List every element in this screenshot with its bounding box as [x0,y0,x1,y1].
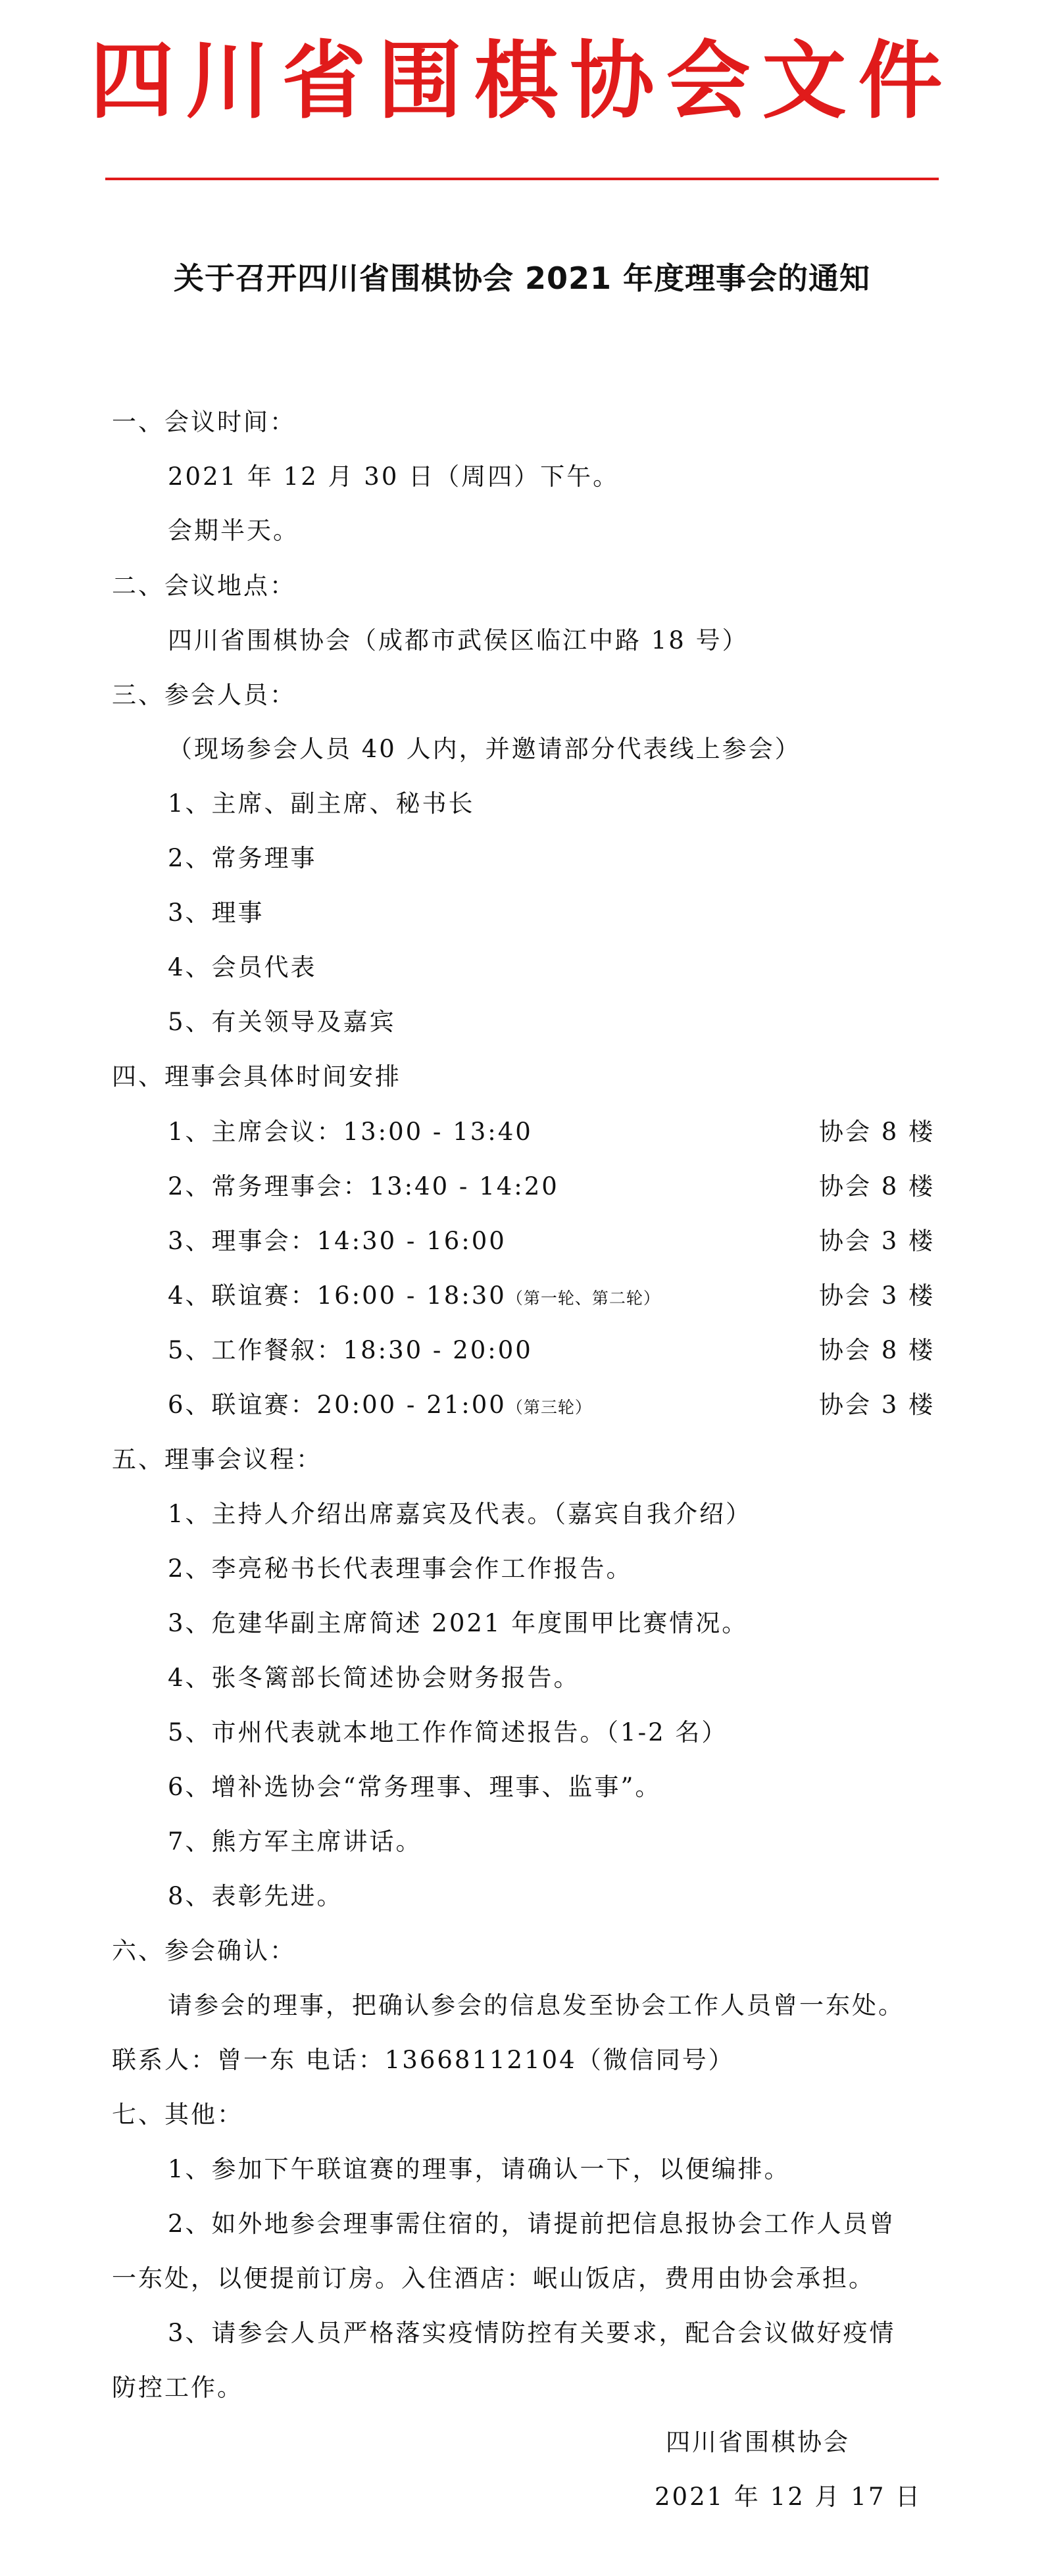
attendee-item: 3、理事 [168,899,264,927]
section-heading-confirmation: 六、参会确认： [112,1937,296,1965]
agenda-item: 3、危建华副主席简述 2021 年度围甲比赛情况。 [168,1609,749,1637]
other-item-continuation: 防控工作。 [112,2373,243,2402]
other-item: 2、如外地参会理事需住宿的，请提前把信息报协会工作人员曾 [168,2210,896,2238]
schedule-item-text: 1、主席会议：13:00 - 13:40 [168,1118,533,1146]
signature-date: 2021 年 12 月 17 日 [655,2483,922,2511]
schedule-item-location: 协会 3 楼 [819,1281,935,1310]
section-heading-meeting-place: 二、会议地点： [112,572,296,600]
schedule-item-location: 协会 8 楼 [819,1118,935,1146]
schedule-item-location: 协会 3 楼 [819,1227,935,1255]
section-heading-schedule: 四、理事会具体时间安排 [112,1062,401,1091]
schedule-item-note: （第三轮） [506,1398,592,1417]
schedule-item-main: 4、联谊赛：16:00 - 18:30 [168,1281,507,1310]
section-heading-meeting-time: 一、会议时间： [112,408,296,436]
contact-info: 联系人：曾一东 电话：13668112104（微信同号） [112,2046,735,2074]
other-item: 1、参加下午联谊赛的理事，请确认一下，以便编排。 [168,2155,791,2183]
agenda-item: 5、市州代表就本地工作作简述报告。（1-2 名） [168,1718,728,1746]
schedule-item-text: 5、工作餐叙：18:30 - 20:00 [168,1336,533,1364]
other-item-continuation: 一东处，以便提前订房。入住酒店：岷山饭店，费用由协会承担。 [112,2264,875,2292]
schedule-item-text [168,1283,660,1308]
attendee-item: 2、常务理事 [168,844,317,872]
schedule-item-location: 协会 3 楼 [819,1391,935,1419]
meeting-duration: 会期半天。 [168,516,299,545]
attendee-note: （现场参会人员 40 人内，并邀请部分代表线上参会） [168,735,801,763]
schedule-item-location: 协会 8 楼 [819,1336,935,1364]
notice-title: 关于召开四川省围棋协会 2021 年度理事会的通知 [173,260,871,296]
confirmation-instruction: 请参会的理事，把确认参会的信息发至协会工作人员曾一东处。 [168,1991,905,2019]
section-heading-other: 七、其他： [112,2100,243,2129]
agenda-item: 7、熊方军主席讲话。 [168,1827,422,1856]
agenda-item: 6、增补选协会“常务理事、理事、监事”。 [168,1773,662,1801]
schedule-item-location: 协会 8 楼 [819,1172,935,1201]
schedule-item-text [168,1393,592,1417]
signature-organization: 四川省围棋协会 [666,2428,850,2456]
section-heading-agenda: 五、理事会议程： [112,1445,322,1474]
agenda-item: 8、表彰先进。 [168,1882,343,1910]
attendee-item: 4、会员代表 [168,953,317,981]
header-divider-rule [105,178,939,180]
agenda-item: 2、李亮秘书长代表理事会作工作报告。 [168,1554,633,1583]
meeting-date: 2021 年 12 月 30 日（周四）下午。 [168,462,620,491]
attendee-item: 1、主席、副主席、秘书长 [168,789,475,818]
document-header-title: 四川省围棋协会文件 [89,32,955,130]
schedule-item-text: 3、理事会：14:30 - 16:00 [168,1227,507,1255]
schedule-item-text: 2、常务理事会：13:40 - 14:20 [168,1172,559,1201]
schedule-item-main: 6、联谊赛：20:00 - 21:00 [168,1391,507,1419]
other-item: 3、请参会人员严格落实疫情防控有关要求，配合会议做好疫情 [168,2319,896,2347]
agenda-item: 1、主持人介绍出席嘉宾及代表。（嘉宾自我介绍） [168,1500,753,1528]
meeting-address: 四川省围棋协会（成都市武侯区临江中路 18 号） [168,626,749,655]
attendee-item: 5、有关领导及嘉宾 [168,1008,396,1036]
agenda-item: 4、张冬篱部长简述协会财务报告。 [168,1664,580,1692]
section-heading-attendees: 三、参会人员： [112,681,296,709]
schedule-item-note: （第一轮、第二轮） [506,1289,660,1308]
